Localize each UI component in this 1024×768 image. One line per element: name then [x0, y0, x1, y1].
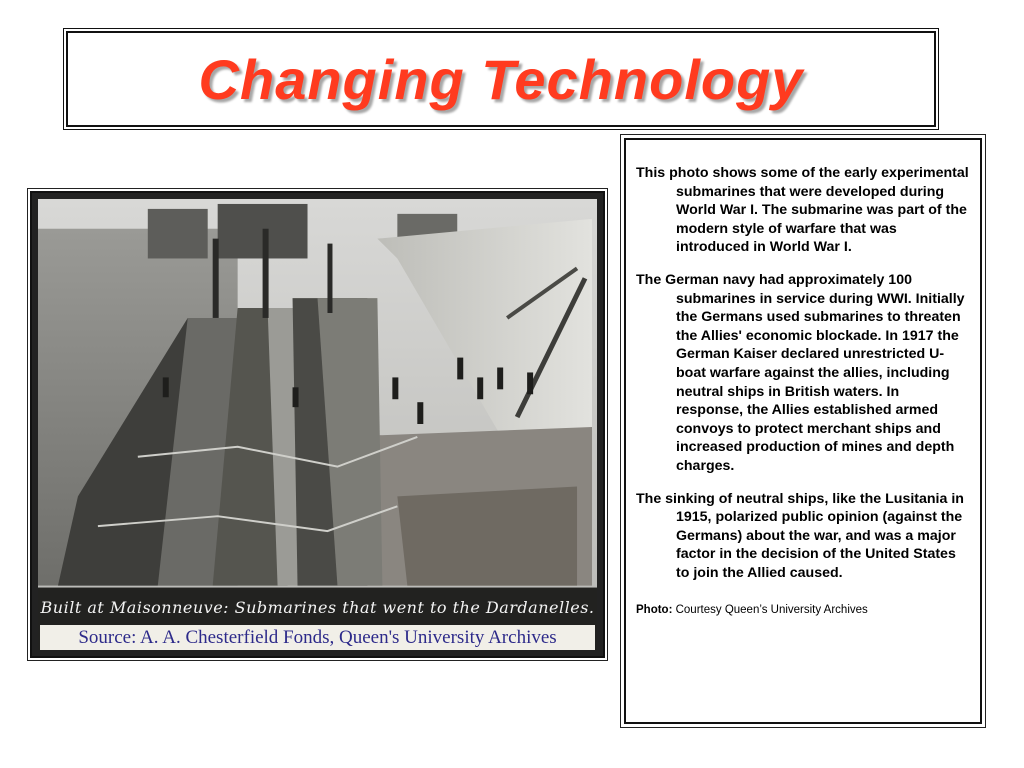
photo-source-caption: Source: A. A. Chesterfield Fonds, Queen's University Archives [40, 625, 595, 650]
text-panel [624, 138, 982, 724]
photo-handwritten-note: Built at Maisonneuve: Submarines that went to the Dardanelles. [40, 597, 595, 617]
photo-credit-value: Courtesy Queen’s University Archives [672, 604, 868, 617]
title-box [66, 31, 936, 127]
photo-credit-label: Photo: [636, 604, 673, 617]
submarine-photo [30, 191, 605, 658]
paragraph-1: This photo shows some of the early experimental submarines that were developed during World War I. The submarine was part of the modern style of warfare that was introduced in World War I. [636, 165, 969, 256]
slide-title: Changing Technology [198, 47, 804, 111]
photo-frame [27, 188, 608, 661]
text-frame [620, 134, 986, 728]
paragraph-3: The sinking of neutral ships, like the Lusitania in 1915, polarized public opinion (against the Germans) about the war, and was a major factor in the decision of the United States to join the Allied caused. [636, 490, 964, 581]
photo-credit [636, 604, 970, 616]
submarine-photo-image [38, 199, 597, 650]
paragraph-2: The German navy had approximately 100 submarines in service during WWI. Initially the Germans used submarines to threaten the Allies' economic blockade. In 1917 the German Kaiser declared unrestricted U-boat warfare against the allies, including neutral ships in British waters. In response, the Allies established armed convoys to protect merchant ships and increased production of mines and depth charges. [636, 271, 965, 474]
